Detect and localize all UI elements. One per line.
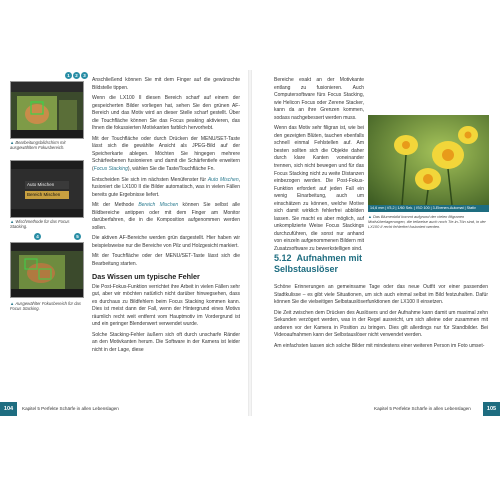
caption-triangle-icon: ▲ [10, 301, 16, 306]
menu-item-auto-mischen: Auto Mischen [27, 182, 55, 187]
paragraph: Wenn die LX100 II diesen Bereich scharf auf einem der gespeicherten Bilder vorliegen hat, sehen Sie den grünen AF-Bereich und das Motiv wird an dieser Stelle scharf gestellt. Über die Touchfläche können Sie das Focus peaking aktivieren, das Ihnen die fokussierten Motivkanten farblich hervorhebt. [92, 95, 240, 132]
page-number: 105 [483, 402, 500, 416]
paragraph: Mit der Methode Bereich Mischen können Sie selbst alle Bildbereiche antippen oder mit dem Finger am Monitor darüberfahren, die in die Komposition aufgenommen werden sollen. [92, 202, 240, 231]
figure-camera-screen-2 [10, 242, 84, 298]
paragraph: Schöne Erinnerungen an gemeinsame Tage oder das neue Outfit vor einer passenden Stadtkulisse – es gibt viele Situationen, um sich auch einmal selbst im Bild festzuhalten. Dafür können Sie die vielseitigen Selbstauslöserfunktionen der LX100 II einsetzen. [274, 284, 488, 306]
paragraph: Wenn das Motiv sehr filigran ist, wie bei den gezeigten Blüten, tauchen ebenfalls schnell einmal Fehlstellen auf. Am besten sollten sich die Objekte daher durch klare Kanten voneinander trennen, sich nicht bewegen und für das Focus Stacking nicht zu weite Distanzen einbezogen werden. Die Post-Fokus-Funktion erfordert auf jeden Fall ein wenig Einarbeitung, auch um einschätzen zu können, welche Motive sich damit wirklich fehlerfrei abbilden lassen. Sie macht es aber möglich, auf unkomplizierte Weise Focus Stackings durchzuführen, die sonst nur anhand von einzeln aufgenommenen Bildern mit Zusatzsoftware zu bewerkstelligen sind. [274, 125, 364, 253]
paragraph: Die aktiven AF-Bereiche werden grün dargestellt. Hier haben wir beispielsweise nur die Bereiche von Pilz und Holzgesicht markiert. [92, 235, 240, 249]
paragraph: Am einfachsten lassen sich solche Bilder mit mindestens einer weiteren Person im Foto umset- [274, 342, 485, 349]
paragraph: Die Post-Fokus-Funktion verrichtet ihre Arbeit in vielen Fällen sehr gut, aber wir möchten natürlich nicht darüber hinwegsehen, dass es durchaus zu Bildfehlern beim Focus Stacking kommen kann. Dies ist meist dann der Fall, wenn der Hintergrund eines Motivs räumlich recht weit entfernt vom Hauptmotiv im Vordergrund ist und ein geringer Blendenwert verwendet wurde. [92, 283, 240, 328]
photo-exif-bar: 14,6 mm | f/3,2 | 1/60 Sek. | ISO 100 | 3-Ebenen-Automat | Stativ [368, 205, 489, 212]
daffodil-image [368, 115, 489, 205]
callout-number: 1 [65, 72, 72, 79]
section-title [274, 253, 394, 275]
page-number: 104 [0, 402, 17, 416]
callout-number: 5 [74, 233, 81, 240]
caption-triangle-icon: ▲ [10, 140, 16, 145]
screen-image-2 [11, 243, 83, 297]
right-text-column-top [274, 77, 364, 257]
running-footer: Kapitel 5 Perfekte Schärfe in allen Lebenslagen [374, 406, 471, 411]
paragraph: Die Zeit zwischen dem Drücken des Auslösers und der Aufnahme kann damit um maximal zehn Sekunden verzögert werden, was in der Regel ausreicht, um sich alleine oder zusammen mit anderen vor der Kamera in Position zu bringen. Dies gilt allerdings nur für Standbilder. Bei Videoaufnahmen kann der Selbstauslöser nicht verwendet werden. [274, 309, 488, 339]
paragraph: Mit der Touchfläche oder der MENU/SET-Taste lässt sich die Bearbeitung starten. [92, 253, 240, 268]
section-title-text: Aufnahmen mit Selbstauslöser [274, 253, 363, 274]
right-text-body [274, 284, 488, 353]
screen-image-1 [11, 82, 83, 138]
callout-number: 3 [81, 72, 88, 79]
figure-caption-2: ▲ Wischmethode für das Focus Stacking. [10, 219, 70, 230]
figure-caption-3: ▲ Ausgewählter Fokusbereich für das Focus Stacking. [10, 301, 81, 312]
photo-caption: ▲ Das Blumenbild kommt aufgrund der vielen filigranen Motivüberlagerungen, die teilweise auch noch Tie-in-Tön sind, in der LX100 II recht fehlerfrei fusioniert werden. [368, 214, 486, 229]
figure-caption-1: ▲ Bearbeitungsbildschirm mit ausgewähltem Fokusbereich. [10, 140, 66, 151]
figure-camera-screen-1 [10, 81, 84, 139]
figure-camera-menu [10, 160, 84, 218]
section-number: 5.12 [274, 253, 292, 263]
menu-screen-image [11, 161, 83, 217]
left-text-column [92, 77, 240, 358]
section-heading: Das Wissen um typische Fehler [92, 271, 200, 281]
caption-triangle-icon: ▲ [368, 214, 373, 219]
caption-triangle-icon: ▲ [10, 219, 16, 224]
paragraph: Solche Stacking-Fehler äußern sich oft durch unscharfe Ränder an den Motivkanten herum. Die Software in der Kamera ist leider nicht in der Lage, diese [92, 331, 240, 353]
paragraph: Bereiche exakt an der Motivkante entlang zu fusionieren. Auch Computersoftware fürs Focus Stacking, wie Helicon Focus oder Zerene Stacker, kann da an ihre Grenzen kommen, sodass nachgebessert werden muss. [274, 77, 364, 121]
callout-number: 2 [73, 72, 80, 79]
daffodil-photo [368, 115, 489, 205]
paragraph: Mit der Touchfläche oder durch Drücken der MENU/SET-Taste lässt sich die gewählte Ansicht als JPEG-Bild auf der Speicherkarte ablegen. Möchten Sie hingegen mehrere Schärfeebenen fusionieren und damit die Schärfentiefe erweitern (Focus Stacking), wählen Sie die Taste/Touchfläche Fn. [92, 135, 240, 173]
running-footer: Kapitel 5 Perfekte Schärfe in allen Lebenslagen [22, 406, 119, 411]
paragraph: Anschließend können Sie mit dem Finger auf die gewünschte Bildstelle tippen. [92, 77, 240, 91]
callout-number: 4 [34, 233, 41, 240]
menu-item-bereich-mischen: Bereich Mischen [27, 192, 61, 197]
paragraph: Entscheiden Sie sich im nächsten Menüfenster für Auto Mischen, fusioniert die LX100 II die Bilder automatisch, was in vielen Fällen bereits gute Ergebnisse liefert. [92, 176, 240, 198]
